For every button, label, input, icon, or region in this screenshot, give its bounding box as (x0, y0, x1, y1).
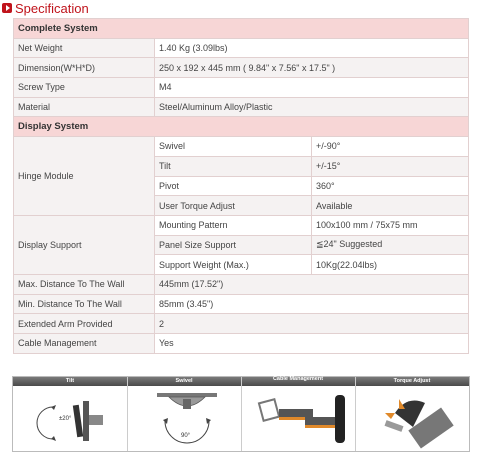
sub-label: Mounting Pattern (155, 215, 312, 235)
row-value: 2 (155, 314, 469, 334)
row-label: Max. Distance To The Wall (14, 274, 155, 294)
row-label: Material (14, 97, 155, 117)
sub-value: ≦24" Suggested (312, 235, 469, 255)
feature-diagram-strip (12, 376, 470, 452)
torque-adjust-illustration (355, 387, 469, 451)
table-row (14, 294, 469, 314)
swivel-illustration (127, 387, 241, 451)
swivel-angle-note: 90° (181, 433, 191, 439)
sub-value: +/-90° (312, 137, 469, 157)
section-title: Complete System (14, 19, 469, 39)
arrow-bullet-icon (2, 3, 12, 13)
row-label: Display Support (14, 215, 155, 274)
caption-swivel: Swivel (175, 378, 193, 384)
swivel-mount-icon (127, 387, 241, 451)
row-label: Screw Type (14, 78, 155, 98)
tilt-angle-note: ±20° (59, 416, 72, 422)
heading-title: Specification (15, 0, 89, 16)
sub-value: 360° (312, 176, 469, 196)
sub-value: 10Kg(22.04lbs) (312, 255, 469, 275)
sub-label: Pivot (155, 176, 312, 196)
table-row (14, 334, 469, 354)
table-row (14, 58, 469, 78)
row-label: Hinge Module (14, 137, 155, 216)
table-row (14, 137, 469, 157)
row-value: 1.40 Kg (3.09lbs) (155, 38, 469, 58)
row-value: Steel/Aluminum Alloy/Plastic (155, 97, 469, 117)
sub-label: Panel Size Support (155, 235, 312, 255)
sub-value: 100x100 mm / 75x75 mm (312, 215, 469, 235)
torque-hinge-icon (355, 387, 469, 451)
sub-label: Swivel (155, 137, 312, 157)
specification-heading (2, 0, 89, 16)
row-value: 250 x 192 x 445 mm ( 9.84" x 7.56" x 17.5" ) (155, 58, 469, 78)
row-label: Cable Management (14, 334, 155, 354)
row-value: Yes (155, 334, 469, 354)
arm-cable-icon (241, 387, 355, 451)
caption-torque-adjust: Torque Adjust (393, 378, 431, 384)
table-row (14, 97, 469, 117)
row-value: 85mm (3.45") (155, 294, 469, 314)
section-complete-system (14, 19, 469, 39)
sub-label: Support Weight (Max.) (155, 255, 312, 275)
row-label: Dimension(W*H*D) (14, 58, 155, 78)
row-label: Extended Arm Provided (14, 314, 155, 334)
section-title: Display System (14, 117, 469, 137)
row-value: 445mm (17.52") (155, 274, 469, 294)
caption-cable-management: Cable Management (272, 376, 324, 382)
specification-table (13, 18, 469, 354)
sub-value: Available (312, 196, 469, 216)
sub-value: +/-15° (312, 156, 469, 176)
row-label: Min. Distance To The Wall (14, 294, 155, 314)
table-row (14, 314, 469, 334)
sub-label: Tilt (155, 156, 312, 176)
table-row (14, 78, 469, 98)
row-label: Net Weight (14, 38, 155, 58)
cable-management-illustration (241, 387, 355, 451)
row-value: M4 (155, 78, 469, 98)
tilt-illustration (13, 387, 127, 451)
table-row (14, 38, 469, 58)
section-display-system (14, 117, 469, 137)
table-row (14, 274, 469, 294)
caption-tilt: Tilt (65, 378, 75, 384)
sub-label: User Torque Adjust (155, 196, 312, 216)
table-row (14, 215, 469, 235)
